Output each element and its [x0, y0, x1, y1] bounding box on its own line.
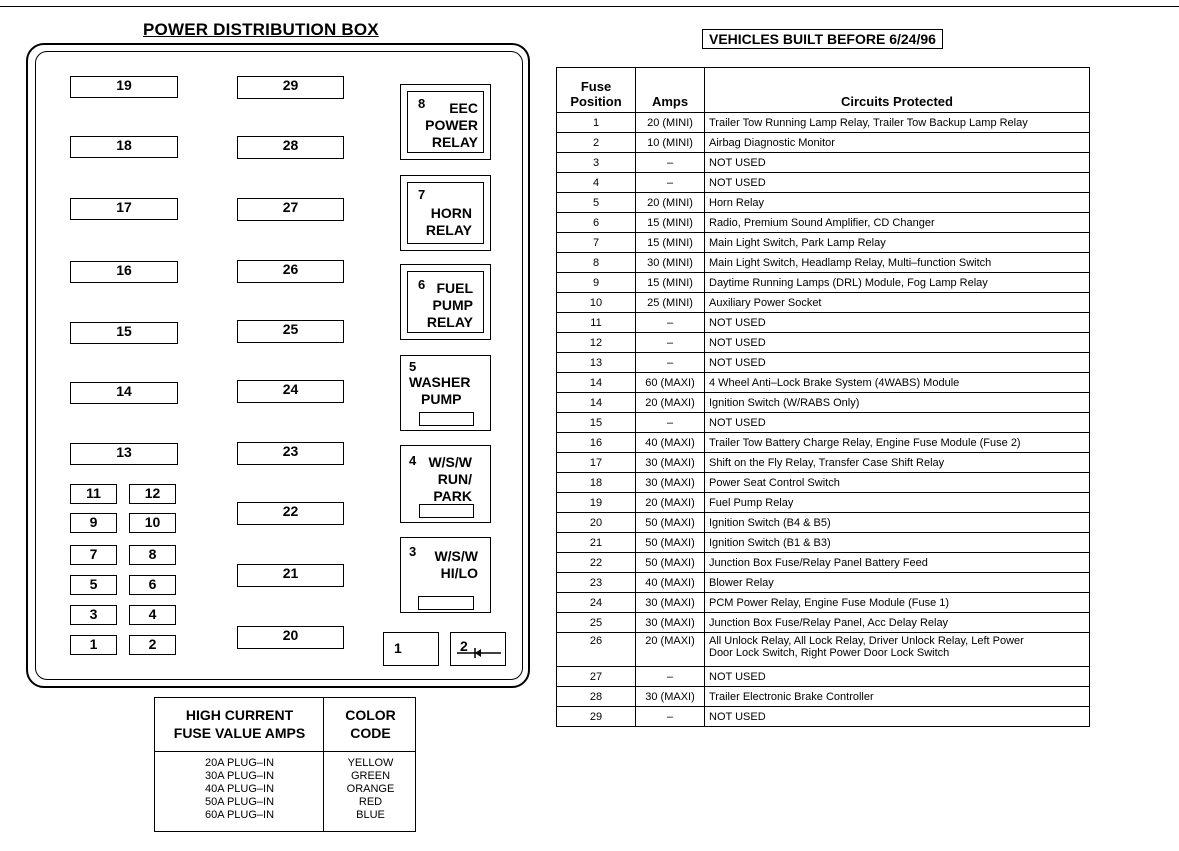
amps-cell: –	[636, 667, 705, 687]
fuse-24[interactable]: 24	[237, 380, 344, 403]
circuits-cell: All Unlock Relay, All Lock Relay, Driver Unlock Relay, Left Power Door Lock Switch, Right Power Door Lock Switch	[705, 633, 1090, 667]
amps-cell: –	[636, 153, 705, 173]
circuits-cell: Daytime Running Lamps (DRL) Module, Fog Lamp Relay	[705, 273, 1090, 293]
relay-5-washer-pump[interactable]	[400, 355, 491, 431]
fuse-position-cell: 14	[557, 393, 636, 413]
legend-value: 60A PLUG–IN	[204, 809, 275, 821]
relay-slot	[419, 412, 474, 426]
fuse-position-cell: 22	[557, 553, 636, 573]
legend-values	[155, 757, 324, 822]
fuse-position-cell: 3	[557, 153, 636, 173]
table-row	[557, 313, 1090, 333]
col-header-circuits: Circuits Protected	[705, 68, 1090, 113]
fuse-position-cell: 16	[557, 433, 636, 453]
relay-4-wsw-run-park[interactable]	[400, 445, 491, 523]
relay-label: W/S/W HI/LO	[434, 548, 478, 581]
circuits-cell: Ignition Switch (B1 & B3)	[705, 533, 1090, 553]
amps-cell: 30 (MAXI)	[636, 593, 705, 613]
fuse-position-cell: 29	[557, 707, 636, 727]
amps-cell: 15 (MINI)	[636, 213, 705, 233]
fuse-23[interactable]: 23	[237, 442, 344, 465]
amps-cell: 50 (MAXI)	[636, 553, 705, 573]
circuits-cell: NOT USED	[705, 153, 1090, 173]
fuse-position-cell: 11	[557, 313, 636, 333]
fuse-12[interactable]: 12	[129, 484, 176, 504]
fuse-position-cell: 20	[557, 513, 636, 533]
circuits-cell: Auxiliary Power Socket	[705, 293, 1090, 313]
fuse-table	[556, 67, 1090, 727]
relay-number: 8	[418, 96, 426, 111]
relay-number: 6	[418, 277, 426, 292]
table-row	[557, 253, 1090, 273]
amps-cell: –	[636, 413, 705, 433]
circuits-cell: NOT USED	[705, 173, 1090, 193]
diode-label: 1	[394, 640, 402, 656]
diode-2[interactable]	[450, 632, 506, 666]
amps-cell: 30 (MAXI)	[636, 687, 705, 707]
fuse-position-cell: 26	[557, 633, 636, 667]
fuse-position-cell: 8	[557, 253, 636, 273]
relay-7-horn[interactable]	[400, 175, 491, 251]
table-row	[557, 473, 1090, 493]
table-row	[557, 193, 1090, 213]
fuse-6[interactable]: 6	[129, 575, 176, 595]
amps-cell: 60 (MAXI)	[636, 373, 705, 393]
fuse-position-cell: 14	[557, 373, 636, 393]
amps-cell: –	[636, 353, 705, 373]
fuse-position-cell: 13	[557, 353, 636, 373]
amps-cell: 20 (MINI)	[636, 193, 705, 213]
circuits-cell: Trailer Tow Running Lamp Relay, Trailer Tow Backup Lamp Relay	[705, 113, 1090, 133]
table-row	[557, 153, 1090, 173]
relay-3-wsw-hi-lo[interactable]	[400, 537, 491, 613]
circuits-cell: 4 Wheel Anti–Lock Brake System (4WABS) Module	[705, 373, 1090, 393]
relay-6-fuel-pump[interactable]	[400, 264, 491, 340]
fuse-position-cell: 7	[557, 233, 636, 253]
legend-value: 40A PLUG–IN	[204, 783, 275, 795]
amps-cell: 30 (MAXI)	[636, 473, 705, 493]
circuits-cell: Fuel Pump Relay	[705, 493, 1090, 513]
fuse-position-cell: 18	[557, 473, 636, 493]
circuits-cell: Trailer Electronic Brake Controller	[705, 687, 1090, 707]
table-row	[557, 667, 1090, 687]
fuse-position-cell: 6	[557, 213, 636, 233]
relay-number: 5	[409, 359, 417, 374]
fuse-7[interactable]: 7	[70, 545, 117, 565]
fuse-9[interactable]: 9	[70, 513, 117, 533]
legend-value: 20A PLUG–IN	[204, 757, 275, 769]
legend-header-color: COLOR CODE	[345, 707, 396, 741]
fuse-position-cell: 4	[557, 173, 636, 193]
circuits-cell: Radio, Premium Sound Amplifier, CD Changer	[705, 213, 1090, 233]
circuits-cell: Ignition Switch (W/RABS Only)	[705, 393, 1090, 413]
table-row	[557, 593, 1090, 613]
table-row	[557, 613, 1090, 633]
legend-color: YELLOW	[347, 757, 394, 769]
fuse-25[interactable]: 25	[237, 320, 344, 343]
circuits-cell: Shift on the Fly Relay, Transfer Case Shift Relay	[705, 453, 1090, 473]
table-row	[557, 707, 1090, 727]
fuse-4[interactable]: 4	[129, 605, 176, 625]
circuits-cell: Junction Box Fuse/Relay Panel, Acc Delay Relay	[705, 613, 1090, 633]
fuse-5[interactable]: 5	[70, 575, 117, 595]
amps-cell: –	[636, 173, 705, 193]
table-row	[557, 633, 1090, 667]
relay-label: FUEL PUMP RELAY	[426, 280, 473, 330]
table-row	[557, 213, 1090, 233]
fuse-position-cell: 21	[557, 533, 636, 553]
fuse-position-cell: 19	[557, 493, 636, 513]
fuse-position-cell: 9	[557, 273, 636, 293]
fuse-14[interactable]: 14	[70, 382, 178, 404]
table-row	[557, 273, 1090, 293]
amps-cell: 30 (MAXI)	[636, 453, 705, 473]
fuse-22[interactable]: 22	[237, 502, 344, 525]
fuse-26[interactable]: 26	[237, 260, 344, 283]
table-row	[557, 687, 1090, 707]
fuse-position-cell: 23	[557, 573, 636, 593]
table-row	[557, 333, 1090, 353]
circuits-cell: NOT USED	[705, 667, 1090, 687]
circuits-cell: Horn Relay	[705, 193, 1090, 213]
amps-cell: 25 (MINI)	[636, 293, 705, 313]
legend-color: BLUE	[356, 809, 385, 821]
fuse-position-cell: 17	[557, 453, 636, 473]
amps-cell: 15 (MINI)	[636, 273, 705, 293]
fuse-21[interactable]: 21	[237, 564, 344, 587]
table-row	[557, 133, 1090, 153]
relay-number: 4	[409, 453, 417, 468]
table-row	[557, 413, 1090, 433]
diode-1[interactable]	[383, 632, 439, 666]
fuse-position-cell: 25	[557, 613, 636, 633]
amps-cell: 20 (MINI)	[636, 113, 705, 133]
table-row	[557, 453, 1090, 473]
fuse-3[interactable]: 3	[70, 605, 117, 625]
relay-label: WASHER PUMP	[409, 374, 471, 407]
circuits-cell: Power Seat Control Switch	[705, 473, 1090, 493]
amps-cell: 20 (MAXI)	[636, 393, 705, 413]
fuse-10[interactable]: 10	[129, 513, 176, 533]
amps-cell: 30 (MINI)	[636, 253, 705, 273]
legend-color: GREEN	[350, 770, 391, 782]
circuits-cell: NOT USED	[705, 413, 1090, 433]
circuits-cell: Blower Relay	[705, 573, 1090, 593]
fuse-position-cell: 5	[557, 193, 636, 213]
top-rule	[0, 6, 1179, 7]
fuse-15[interactable]: 15	[70, 322, 178, 344]
fuse-position-cell: 1	[557, 113, 636, 133]
amps-cell: 30 (MAXI)	[636, 613, 705, 633]
table-row	[557, 393, 1090, 413]
fuse-position-cell: 24	[557, 593, 636, 613]
fuse-19[interactable]: 19	[70, 76, 178, 98]
fuse-29[interactable]: 29	[237, 76, 344, 99]
amps-cell: –	[636, 333, 705, 353]
relay-label: HORN RELAY	[425, 205, 472, 238]
fuse-1[interactable]: 1	[70, 635, 117, 655]
relay-label: W/S/W RUN/ PARK	[428, 454, 472, 504]
relay-label: EEC POWER RELAY	[425, 100, 478, 150]
fuse-position-cell: 28	[557, 687, 636, 707]
amps-cell: 20 (MAXI)	[636, 493, 705, 513]
amps-cell: 50 (MAXI)	[636, 513, 705, 533]
fuse-position-cell: 12	[557, 333, 636, 353]
relay-number: 3	[409, 544, 417, 559]
fuse-28[interactable]: 28	[237, 136, 344, 159]
circuits-cell: NOT USED	[705, 333, 1090, 353]
circuits-cell: Airbag Diagnostic Monitor	[705, 133, 1090, 153]
relay-number: 7	[418, 187, 426, 202]
legend-header-rule	[155, 751, 415, 752]
circuits-cell: Trailer Tow Battery Charge Relay, Engine Fuse Module (Fuse 2)	[705, 433, 1090, 453]
fuse-20[interactable]: 20	[237, 626, 344, 649]
fuse-17[interactable]: 17	[70, 198, 178, 220]
legend-color: RED	[358, 796, 383, 808]
legend-color: ORANGE	[346, 783, 395, 795]
circuits-cell: Main Light Switch, Park Lamp Relay	[705, 233, 1090, 253]
relay-slot	[418, 596, 474, 610]
amps-cell: 20 (MAXI)	[636, 633, 705, 667]
legend-value: 30A PLUG–IN	[204, 770, 275, 782]
circuits-cell: NOT USED	[705, 353, 1090, 373]
circuits-cell: NOT USED	[705, 707, 1090, 727]
table-row	[557, 513, 1090, 533]
table-header-row	[557, 68, 1090, 113]
vehicle-note: VEHICLES BUILT BEFORE 6/24/96	[702, 29, 943, 49]
table-row	[557, 573, 1090, 593]
table-row	[557, 233, 1090, 253]
amps-cell: 40 (MAXI)	[636, 433, 705, 453]
amps-cell: 10 (MINI)	[636, 133, 705, 153]
fuse-16[interactable]: 16	[70, 261, 178, 283]
amps-cell: –	[636, 707, 705, 727]
amps-cell: 15 (MINI)	[636, 233, 705, 253]
fuse-2[interactable]: 2	[129, 635, 176, 655]
relay-8-eec-power[interactable]	[400, 84, 491, 160]
amps-cell: 40 (MAXI)	[636, 573, 705, 593]
fuse-18[interactable]: 18	[70, 136, 178, 158]
diagram-title: POWER DISTRIBUTION BOX	[143, 20, 379, 39]
circuits-cell: Ignition Switch (B4 & B5)	[705, 513, 1090, 533]
table-row	[557, 353, 1090, 373]
table-row	[557, 373, 1090, 393]
color-code-legend	[154, 697, 416, 832]
fuse-27[interactable]: 27	[237, 198, 344, 221]
fuse-position-cell: 27	[557, 667, 636, 687]
table-row	[557, 533, 1090, 553]
circuits-cell: NOT USED	[705, 313, 1090, 333]
legend-value: 50A PLUG–IN	[204, 796, 275, 808]
table-row	[557, 173, 1090, 193]
relay-slot	[419, 504, 474, 518]
circuits-cell: Junction Box Fuse/Relay Panel Battery Feed	[705, 553, 1090, 573]
circuits-cell: PCM Power Relay, Engine Fuse Module (Fuse 1)	[705, 593, 1090, 613]
table-row	[557, 293, 1090, 313]
fuse-position-cell: 2	[557, 133, 636, 153]
circuits-cell: Main Light Switch, Headlamp Relay, Multi–function Switch	[705, 253, 1090, 273]
table-row	[557, 113, 1090, 133]
table-row	[557, 493, 1090, 513]
fuse-13[interactable]: 13	[70, 443, 178, 465]
table-row	[557, 433, 1090, 453]
legend-header-amps: HIGH CURRENT FUSE VALUE AMPS	[173, 707, 306, 741]
amps-cell: 50 (MAXI)	[636, 533, 705, 553]
table-row	[557, 553, 1090, 573]
col-header-amps: Amps	[636, 68, 705, 113]
fuse-8[interactable]: 8	[129, 545, 176, 565]
legend-colors	[324, 757, 417, 822]
col-header-position: Fuse Position	[557, 68, 636, 113]
diode-symbol-icon	[451, 633, 507, 667]
fuse-position-cell: 15	[557, 413, 636, 433]
diode-label: 2	[460, 638, 468, 654]
fuse-position-cell: 10	[557, 293, 636, 313]
fuse-11[interactable]: 11	[70, 484, 117, 504]
amps-cell: –	[636, 313, 705, 333]
